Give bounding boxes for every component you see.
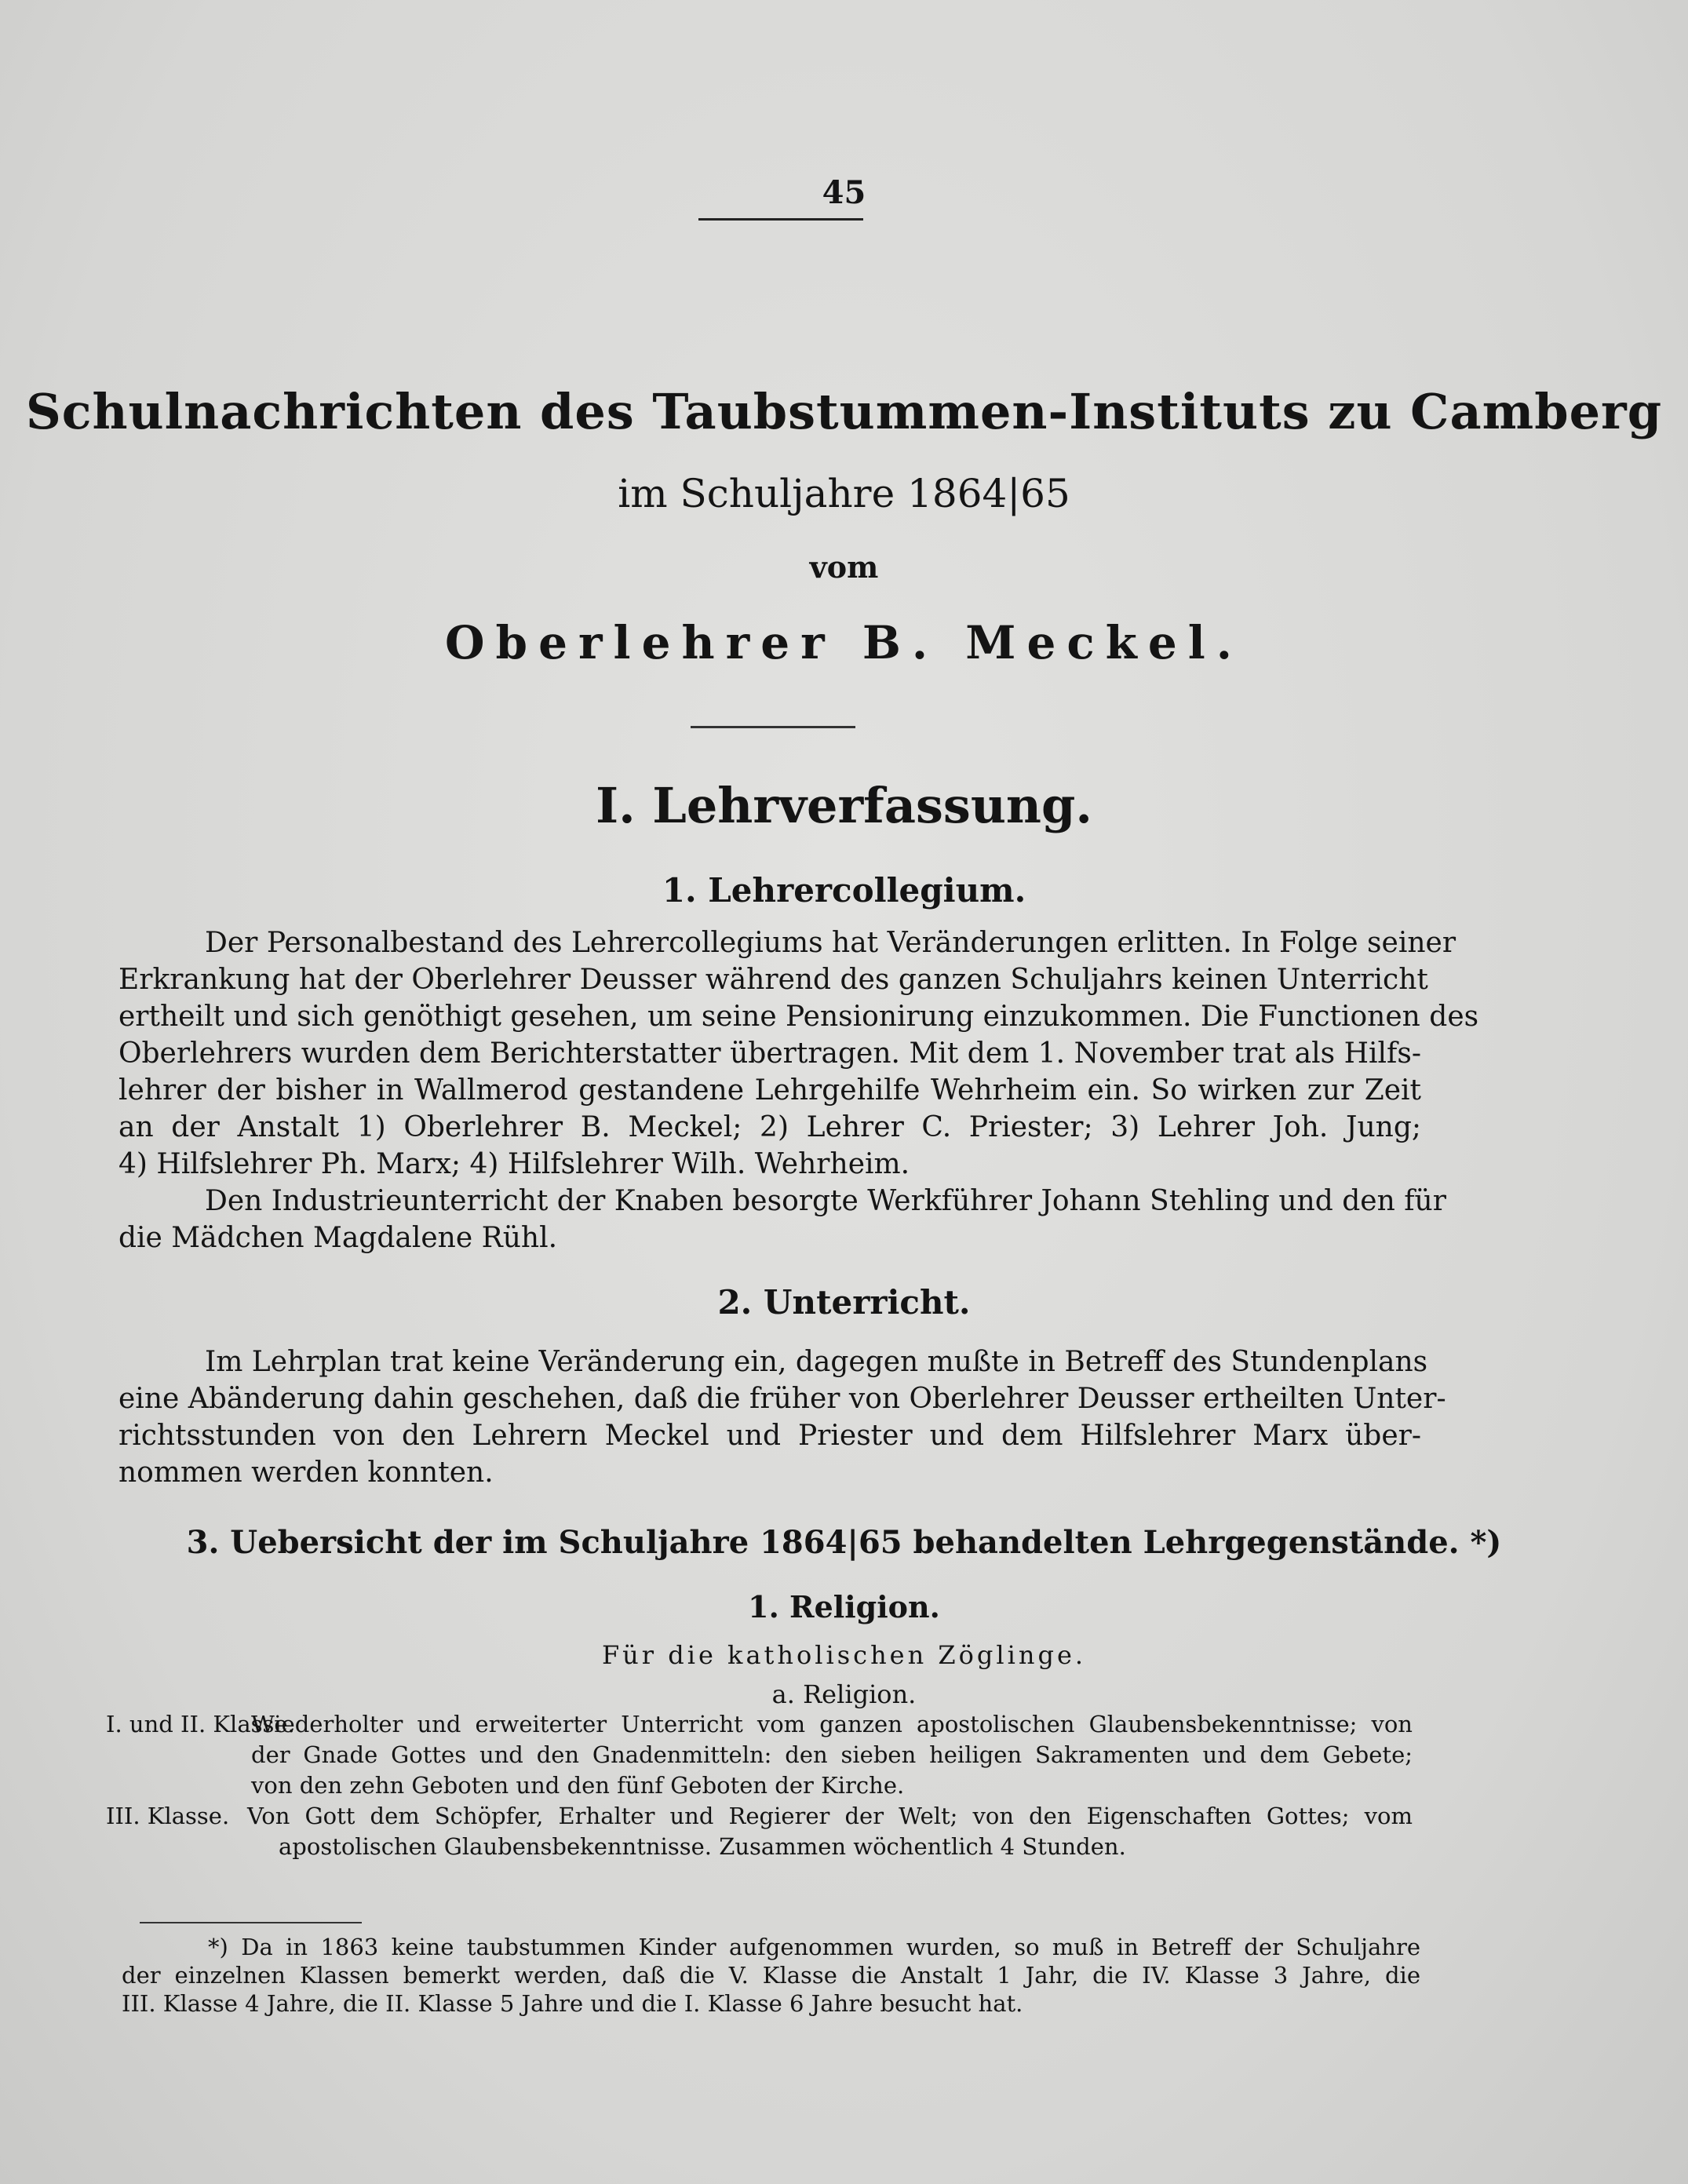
class-entry <box>106 1709 1413 1801</box>
text-line: 4) Hilfslehrer Ph. Marx; 4) Hilfslehrer Wilh. Wehrheim. <box>118 1148 910 1180</box>
subsection-heading-3: 3. Uebersicht der im Schuljahre 1864|65 behandelten Lehrgegenstände. *) <box>186 1524 1502 1561</box>
text-line: die Mädchen Magdalene Rühl. <box>118 1222 558 1254</box>
text-line: ertheilt und sich genöthigt gesehen, um seine Pensionirung einzukommen. Die Functionen des <box>118 1001 1479 1033</box>
footnote <box>122 1933 1420 2018</box>
text-line: richtsstunden von den Lehrern Meckel und Priester und dem Hilfslehrer Marx über- <box>118 1420 1421 1452</box>
class-entry <box>106 1801 1413 1862</box>
text-line: Den Industrieunterricht der Knaben besorgte Werkführer Johann Stehling und den für <box>205 1185 1446 1217</box>
class-label: I. und II. Klasse. <box>106 1711 295 1737</box>
group-heading: Für die katholischen Zöglinge. <box>601 1640 1087 1670</box>
text-line: nommen werden konnten. <box>118 1457 494 1489</box>
text-line: lehrer der bisher in Wallmerod gestandene Lehrgehilfe Wehrheim ein. So wirken zur Zeit <box>118 1074 1421 1107</box>
religion-heading: 1. Religion. <box>748 1589 940 1624</box>
text-line: eine Abänderung dahin geschehen, daß die früher von Oberlehrer Deusser ertheilten Unter- <box>118 1383 1446 1415</box>
page-number-rule <box>698 218 863 221</box>
document-title: Schulnachrichten des Taubstummen-Instituts zu Camberg <box>25 383 1663 440</box>
class-label: III. Klasse. <box>106 1803 230 1829</box>
footnote-rule <box>140 1922 362 1923</box>
text-line: Im Lehrplan trat keine Veränderung ein, dagegen mußte in Betreff des Stundenplans <box>205 1346 1428 1378</box>
footnote-line: der einzelnen Klassen bemerkt werden, daß die V. Klasse die Anstalt 1 Jahr, die IV. Klasse 3 Jahre, die <box>122 1962 1420 1989</box>
section-heading: I. Lehrverfassung. <box>596 777 1092 834</box>
page-number: 45 <box>822 174 866 211</box>
text-line: von den zehn Geboten und den fünf Geboten der Kirche. <box>251 1772 905 1799</box>
text-line: Wiederholter und erweiterter Unterricht vom ganzen apostolischen Glaubensbekenntnisse; von <box>251 1711 1413 1737</box>
footnote-line: *) Da in 1863 keine taubstummen Kinder aufgenommen wurden, so muß in Betreff der Schuljahre <box>208 1934 1420 1960</box>
decorative-rule <box>691 726 855 728</box>
document-subtitle: im Schuljahre 1864|65 <box>618 471 1070 516</box>
text-line: apostolischen Glaubensbekenntnisse. Zusammen wöchentlich 4 Stunden. <box>279 1833 1126 1860</box>
text-line: der Gnade Gottes und den Gnadenmitteln: den sieben heiligen Sakramenten und dem Gebete; <box>251 1741 1413 1768</box>
text-line: Von Gott dem Schöpfer, Erhalter und Regierer der Welt; von den Eigenschaften Gottes; vom <box>247 1803 1413 1829</box>
text-line: Der Personalbestand des Lehrercollegiums hat Veränderungen erlitten. In Folge seiner <box>205 927 1456 959</box>
paragraph-lehrercollegium <box>118 924 1479 1256</box>
footnote-line: III. Klasse 4 Jahre, die II. Klasse 5 Jahre und die I. Klasse 6 Jahre besucht hat. <box>122 1990 1023 2017</box>
subject-heading: a. Religion. <box>771 1679 917 1709</box>
text-line: Oberlehrers wurden dem Berichterstatter übertragen. Mit dem 1. November trat als Hilfs- <box>118 1037 1421 1070</box>
text-line: Erkrankung hat der Oberlehrer Deusser während des ganzen Schuljahrs keinen Unterricht <box>118 964 1428 996</box>
text-line: an der Anstalt 1) Oberlehrer B. Meckel; 2) Lehrer C. Priester; 3) Lehrer Joh. Jung; <box>118 1111 1421 1143</box>
paragraph-unterricht <box>118 1344 1446 1491</box>
byline-vom: vom <box>809 549 879 585</box>
class-curriculum <box>106 1709 1413 1862</box>
author: Oberlehrer B. Meckel. <box>445 616 1243 669</box>
subsection-heading-1: 1. Lehrercollegium. <box>662 871 1026 910</box>
subsection-heading-2: 2. Unterricht. <box>717 1283 971 1322</box>
